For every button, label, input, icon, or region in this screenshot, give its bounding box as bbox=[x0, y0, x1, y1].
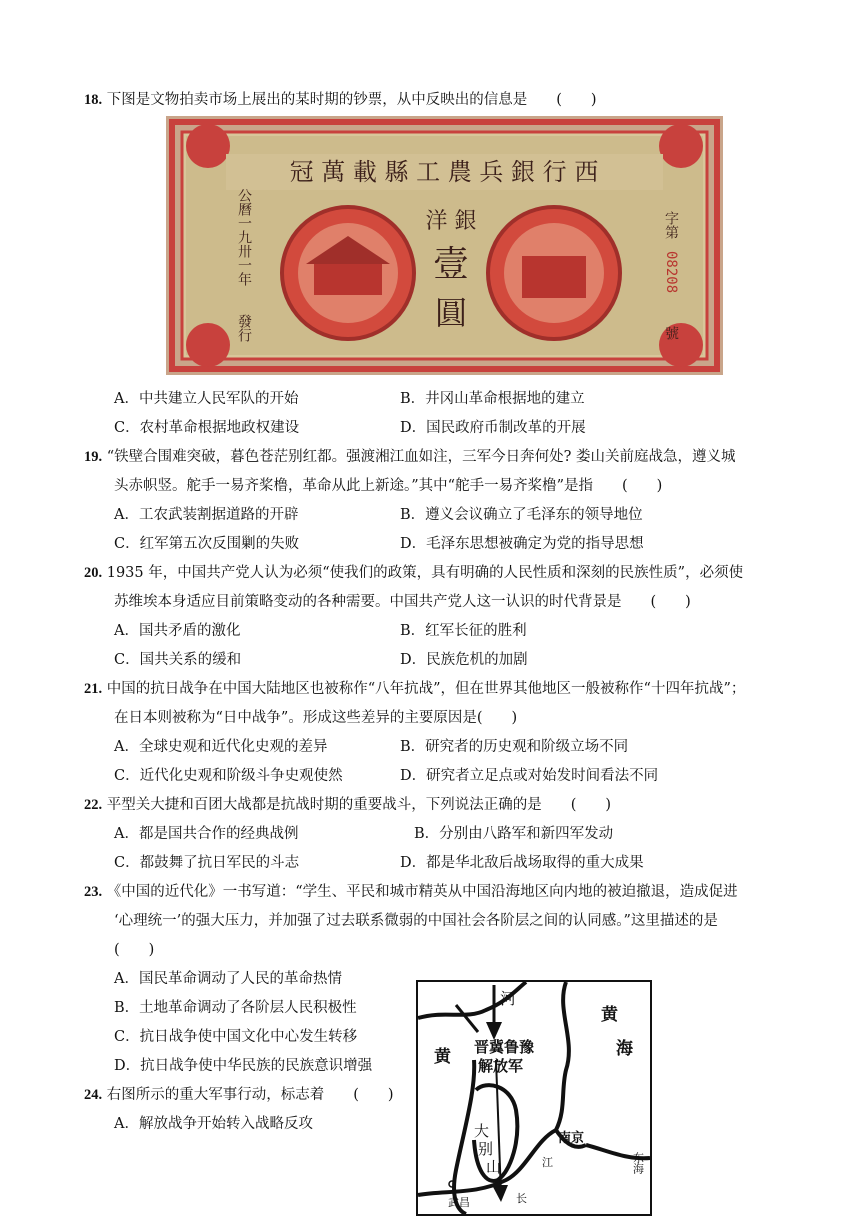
question-text: 下图是文物拍卖市场上展出的某时期的钞票，从中反映出的信息是 ( ) bbox=[106, 92, 597, 108]
question-number: 22. bbox=[84, 797, 103, 813]
option-18-b: B．井冈山革命根据地的建立 bbox=[400, 391, 585, 407]
question-23-stem bbox=[84, 882, 738, 902]
option-19-b: B．遵义会议确立了毛泽东的领导地位 bbox=[400, 507, 643, 523]
question-number: 20. bbox=[84, 565, 103, 581]
map-label-dabie-1: 大 bbox=[474, 1122, 490, 1140]
question-24-stem bbox=[84, 1085, 394, 1105]
option-22-a: A．都是国共合作的经典战例 bbox=[114, 826, 299, 842]
question-text: 右图所示的重大军事行动，标志着 ( ) bbox=[106, 1087, 394, 1103]
question-text: 平型关大捷和百团大战都是抗战时期的重要战斗，下列说法正确的是 ( ) bbox=[106, 797, 612, 813]
question-text: 1935 年，中国共产党人认为必须“使我们的政策，具有明确的人民性质和深刻的民族性质”，必须使 bbox=[106, 565, 744, 581]
map-label-army-1: 晋冀鲁豫 bbox=[474, 1038, 535, 1056]
question-number: 23. bbox=[84, 884, 103, 900]
map-label-huang-sea: 黄 bbox=[601, 1005, 618, 1025]
question-20-stem bbox=[84, 563, 743, 583]
option-20-a: A．国共矛盾的激化 bbox=[114, 623, 241, 639]
banknote-issue: 發行 bbox=[236, 314, 252, 342]
question-23-line3: ( ) bbox=[114, 942, 155, 958]
question-text: “铁壁合围难突破，暮色苍茫别红都。强渡湘江血如注，三军今日奔何处? 娄山关前庭战急，遵义城 bbox=[106, 449, 736, 465]
question-number: 18. bbox=[84, 92, 103, 108]
option-19-d: D．毛泽东思想被确定为党的指导思想 bbox=[400, 536, 644, 552]
option-21-b: B．研究者的历史观和阶级立场不同 bbox=[400, 739, 629, 755]
map-label-he: 河 bbox=[500, 989, 517, 1008]
option-21-a: A．全球史观和近代化史观的差异 bbox=[114, 739, 328, 755]
option-21-d: D．研究者立足点或对始发时间看法不同 bbox=[400, 768, 659, 784]
map-label-army-2: 解放军 bbox=[478, 1057, 524, 1075]
question-text: 《中国的近代化》一书写道：“学生、平民和城市精英从中国沿海地区向内地的被迫撤退，造成促进 bbox=[106, 884, 738, 900]
map-label-jiang: 江 bbox=[542, 1156, 553, 1169]
banknote-image bbox=[166, 116, 723, 375]
banknote-one: 壹 bbox=[432, 244, 470, 285]
question-18-stem bbox=[84, 90, 597, 110]
option-20-b: B．红军长征的胜利 bbox=[400, 623, 527, 639]
question-text: 中国的抗日战争在中国大陆地区也被称作“八年抗战”，但在世界其他地区一般被称作“十四年抗战”； bbox=[106, 681, 746, 697]
option-20-c: C．国共关系的缓和 bbox=[114, 652, 242, 668]
option-23-d: D．抗日战争使中华民族的民族意识增强 bbox=[114, 1058, 373, 1074]
military-map bbox=[416, 980, 652, 1216]
question-19-line2: 头赤帜竖。舵手一易齐桨橹，革命从此上新途。”其中“舵手一易齐桨橹”是指 ( ) bbox=[114, 478, 663, 494]
map-label-chang: 长 bbox=[516, 1192, 527, 1205]
map-label-dabie-2: 别 bbox=[478, 1140, 494, 1158]
map-label-dabie-3: 山 bbox=[486, 1158, 502, 1176]
banknote-header: 冠 萬 載 縣 工 農 兵 銀 行 西 bbox=[289, 158, 599, 186]
map-label-nanjing: 南京 bbox=[558, 1131, 585, 1146]
option-19-c: C．红军第五次反围剿的失败 bbox=[114, 536, 300, 552]
option-20-d: D．民族危机的加剧 bbox=[400, 652, 528, 668]
option-23-c: C．抗日战争使中国文化中心发生转移 bbox=[114, 1029, 358, 1045]
banknote-date: 公曆一九卅一年 bbox=[236, 188, 252, 286]
option-24-a: A．解放战争开始转入战略反攻 bbox=[114, 1116, 313, 1132]
question-23-line2: ‘心理统一’的强大压力，并加强了过去联系微弱的中国社会各阶层之间的认同感。”这里描述的是 bbox=[114, 913, 718, 929]
option-22-d: D．都是华北敌后战场取得的重大成果 bbox=[400, 855, 644, 871]
option-19-a: A．工农武装割据道路的开辟 bbox=[114, 507, 299, 523]
banknote-serial-prefix: 字第 bbox=[663, 211, 679, 239]
option-18-a: A．中共建立人民军队的开始 bbox=[114, 391, 299, 407]
map-label-huang-river: 黄 bbox=[434, 1047, 451, 1067]
question-19-stem bbox=[84, 447, 736, 467]
question-21-line2: 在日本则被称为“日中战争”。形成这些差异的主要原因是( ) bbox=[114, 710, 518, 726]
question-number: 21. bbox=[84, 681, 103, 697]
option-18-d: D．国民政府币制改革的开展 bbox=[400, 420, 586, 436]
question-number: 24. bbox=[84, 1087, 103, 1103]
banknote-serial-suffix: 號 bbox=[663, 326, 679, 340]
banknote-silver: 洋 銀 bbox=[425, 209, 477, 234]
option-21-c: C．近代化史观和阶级斗争史观使然 bbox=[114, 768, 343, 784]
option-23-a: A．国民革命调动了人民的革命热情 bbox=[114, 971, 342, 987]
option-23-b: B．土地革命调动了各阶层人民积极性 bbox=[114, 1000, 357, 1016]
banknote-yuan: 圓 bbox=[434, 294, 468, 332]
question-number: 19. bbox=[84, 449, 103, 465]
option-22-b: B．分别由八路军和新四军发动 bbox=[414, 826, 614, 842]
question-22-stem bbox=[84, 795, 611, 815]
banknote-serial: 08208 bbox=[663, 251, 679, 294]
option-22-c: C．都鼓舞了抗日军民的斗志 bbox=[114, 855, 300, 871]
map-label-donghai: 东海 bbox=[631, 1152, 645, 1174]
map-label-hai: 海 bbox=[616, 1039, 633, 1059]
option-18-c: C．农村革命根据地政权建设 bbox=[114, 420, 300, 436]
question-21-stem bbox=[84, 679, 745, 699]
map-label-wuchang: 武昌 bbox=[448, 1196, 470, 1209]
question-20-line2: 苏维埃本身适应目前策略变动的各种需要。中国共产党人这一认识的时代背景是 ( ) bbox=[114, 594, 691, 610]
